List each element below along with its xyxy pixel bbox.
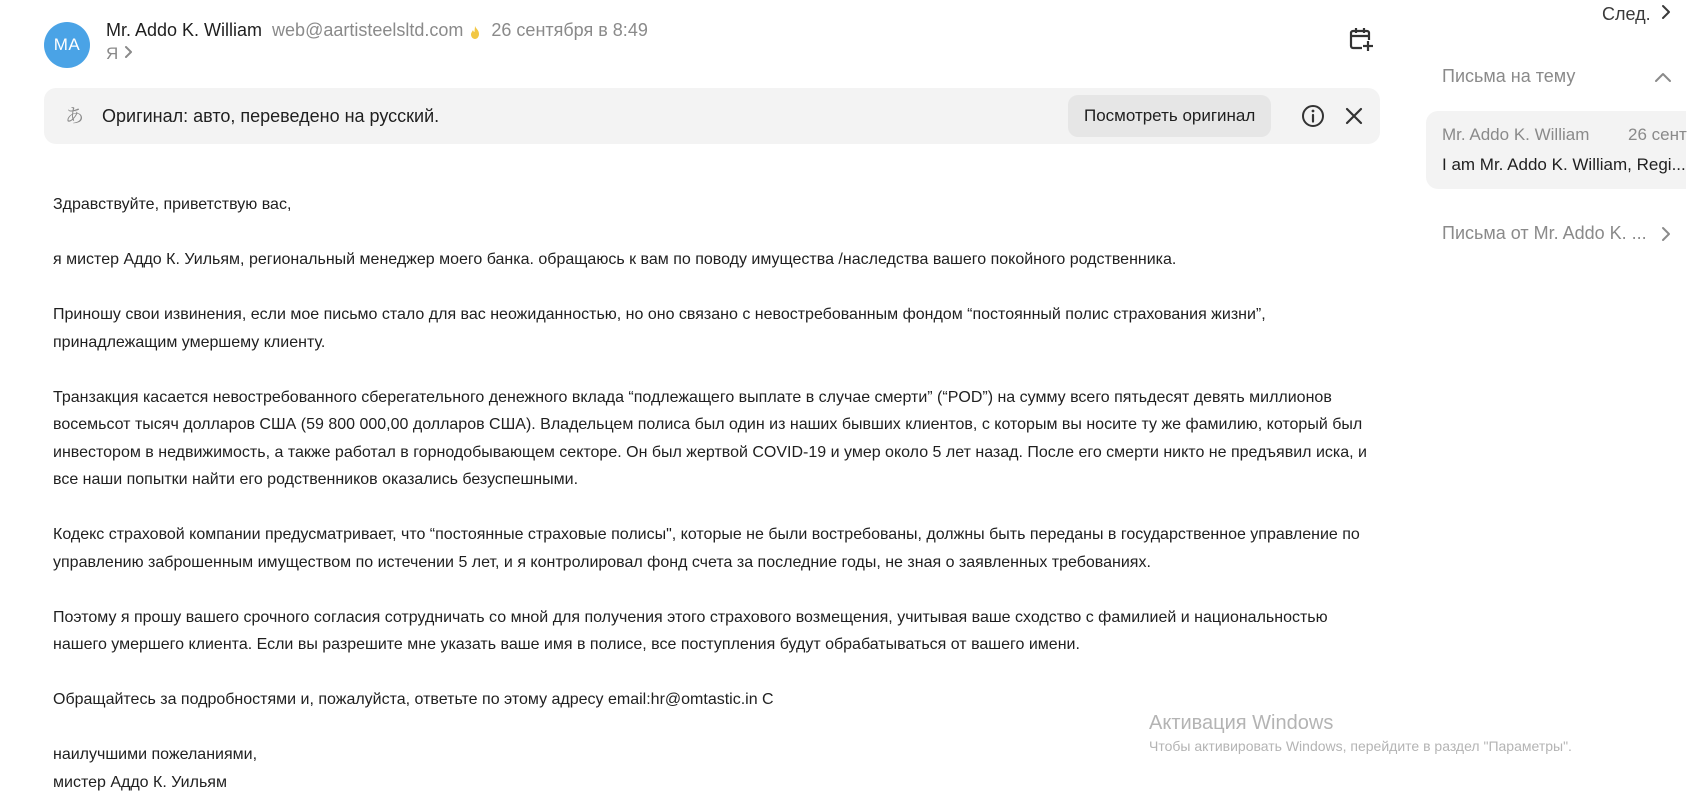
- thread-item[interactable]: [1426, 111, 1686, 189]
- chevron-right-icon: [1661, 4, 1671, 25]
- signature-closing: наилучшими пожеланиями,: [53, 746, 258, 763]
- flame-icon: [469, 24, 481, 38]
- messages-from-sender-link[interactable]: Письма от Mr. Addo K. ...: [1442, 223, 1647, 243]
- signature-name: мистер Аддо К. Уильям: [53, 773, 227, 791]
- message-date: 26 сентября в 8:49: [491, 20, 648, 40]
- body-paragraph: Поэтому я прошу вашего срочного согласия сотрудничать со мной для получения этого страхового возмещения, учитывая ваше сходство с фамилией и национальностью нашего умершего клиента. Если вы разрешите мне указать ваше имя в полисе, все поступления будут обрабатываться от вашего имени.: [53, 608, 1328, 653]
- chevron-up-icon[interactable]: [1654, 70, 1672, 84]
- body-paragraph: Транзакция касается невостребованного сберегательного денежного вклада “подлежащего выплате в случае смерти” (“POD”) на сумму всего пятьдесят девять миллионов восемьсот тысяч долларов США (59 800 000,00 долларов США). Владельцем полиса был один из наших бывших клиентов, с которым вы носите ту же фамилию, который был инвестором в недвижимость, а также работал в горнодобывающем секторе. Он был жертвой COVID-19 и умер около 5 лет назад. После его смерти никто не предъявил иска, и все наши попытки найти его родственников оказались безуспешными.: [53, 388, 1367, 488]
- recipient-label: Я: [106, 44, 119, 63]
- translation-bar: [44, 88, 1380, 144]
- translation-notice: Оригинал: авто, переведено на русский.: [102, 106, 440, 126]
- body-paragraph: я мистер Аддо К. Уильям, региональный менеджер моего банка. обращаюсь к вам по поводу имущества /наследства вашего покойного родственника.: [53, 251, 1177, 268]
- close-icon[interactable]: [1341, 103, 1367, 129]
- view-original-button[interactable]: Посмотреть оригинал: [1068, 95, 1271, 137]
- translate-icon: [64, 102, 90, 128]
- windows-activation-title: Активация Windows: [1149, 712, 1334, 734]
- body-paragraph: Приношу свои извинения, если мое письмо стало для вас неожиданностью, но оно связано с невостребованным фондом “постоянный полис страхования жизни”, принадлежащим умершему клиенту.: [53, 306, 1266, 351]
- next-message-button[interactable]: [1602, 4, 1671, 25]
- chevron-right-icon[interactable]: [1660, 225, 1672, 243]
- recipient-toggle[interactable]: [106, 44, 134, 64]
- body-paragraph: Обращайтесь за подробностями и, пожалуйста, ответьте по этому адресу email:hr@omtastic.in С: [53, 691, 774, 708]
- message-body: [53, 191, 1383, 796]
- sender-line: [106, 20, 648, 41]
- thread-item-date: 26 сент: [1628, 125, 1687, 144]
- avatar[interactable]: MA: [44, 22, 90, 68]
- body-paragraph: Кодекс страховой компании предусматривает, что “постоянные страховые полисы", которые не были востребованы, должны быть переданы в государственное управление по управлению заброшенным имуществом по истечении 5 лет, и я контролировал фонд счета за последние годы, не зная о заявленных требованиях.: [53, 526, 1360, 571]
- thread-item-from: Mr. Addo K. William: [1442, 125, 1590, 144]
- chevron-right-icon: [124, 44, 134, 64]
- info-icon[interactable]: [1300, 103, 1326, 129]
- sender-email[interactable]: web@aartisteelsltd.com: [272, 20, 464, 40]
- thread-section-toggle[interactable]: Письма на тему: [1442, 66, 1576, 86]
- thread-item-snippet: I am Mr. Addo K. William, Regi...: [1442, 155, 1686, 174]
- windows-activation-subtitle: Чтобы активировать Windows, перейдите в раздел "Параметры".: [1149, 738, 1572, 754]
- body-paragraph: Здравствуйте, приветствую вас,: [53, 196, 292, 213]
- sender-name[interactable]: Mr. Addo K. William: [106, 20, 263, 40]
- next-label: След.: [1602, 4, 1651, 24]
- svg-text:あ: あ: [65, 105, 85, 127]
- calendar-add-icon[interactable]: [1348, 26, 1374, 52]
